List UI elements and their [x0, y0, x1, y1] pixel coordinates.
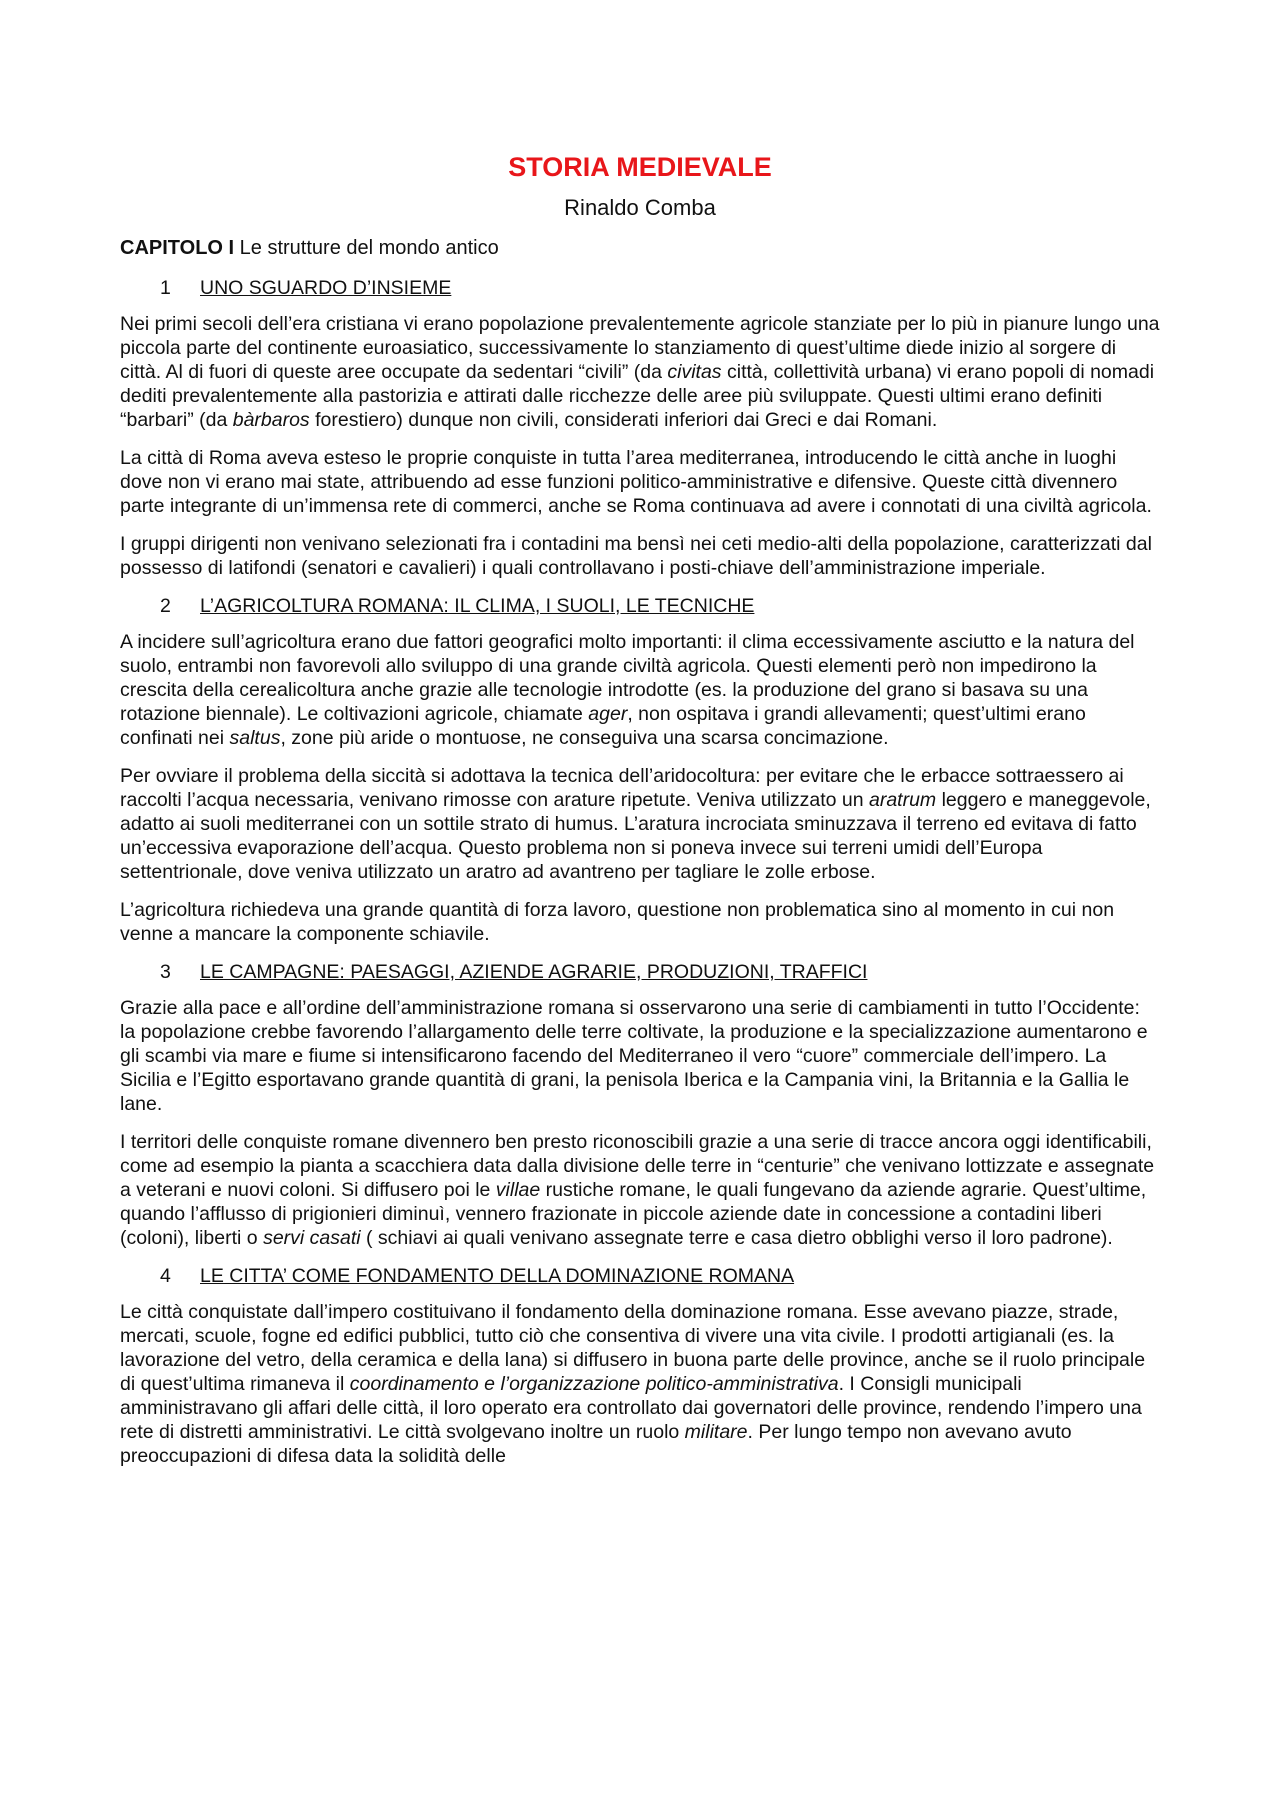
- section-title: LE CAMPAGNE: PAESAGGI, AZIENDE AGRARIE, PRODUZIONI, TRAFFICI: [200, 961, 868, 983]
- body-paragraph: [120, 1300, 1160, 1468]
- text-run: I territori delle conquiste romane divennero ben presto riconoscibili grazie a una serie di tracce ancora oggi identificabili, come ad esempio la pianta a scacchiera data dalla divisione delle terre in “centurie” che venivano lottizzate e assegnate a veterani e nuovi coloni. Si diffusero poi le: [120, 1131, 1155, 1201]
- text-run: rustiche romane, le quali fungevano da aziende agrarie. Quest’ultime, quando l’afflusso di prigionieri diminuì, vennero frazionate in piccole aziende date in concessione a contadini liberi (coloni), liberti o: [120, 1179, 1147, 1249]
- text-run: Grazie alla pace e all’ordine dell’amministrazione romana si osservarono una serie di cambiamenti in tutto l’Occidente: la popolazione crebbe favorendo l’allargamento delle terre coltivate, la produzione e la specializzazione aumentarono e gli scambi via mare e fiume si intensificarono facendo del Mediterraneo il vero “cuore” commerciale dell’impero. La Sicilia e l’Egitto esportavano grande quantità di grani, la penisola Iberica e la Campania vini, la Britannia e la Gallia le lane.: [120, 997, 1148, 1115]
- section-number: 2: [160, 595, 171, 617]
- text-run: . Per lungo tempo non avevano avuto preoccupazioni di difesa data la solidità delle: [120, 1421, 1072, 1467]
- section-title: LE CITTA’ COME FONDAMENTO DELLA DOMINAZIONE ROMANA: [200, 1265, 795, 1287]
- text-run: . I Consigli municipali amministravano gli affari delle città, il loro operato era controllato dai governatori delle province, rendendo l’impero una rete di distretti amministrativi. Le città svolgevano inoltre un ruolo: [120, 1373, 1142, 1443]
- italic-term: militare: [684, 1421, 748, 1443]
- text-run: La città di Roma aveva esteso le proprie conquiste in tutta l’area mediterranea, introducendo le città anche in luoghi dove non vi erano mai state, attribuendo ad esse funzioni politico-amministrative e difensive. Queste città divennero parte integrante di un’immensa rete di commerci, anche se Roma continuava ad avere i connotati di una civiltà agricola.: [120, 447, 1152, 517]
- italic-term: servi casati: [263, 1227, 361, 1249]
- italic-term: civitas: [667, 361, 722, 383]
- body-paragraph: [120, 898, 1160, 946]
- text-run: leggero e maneggevole, adatto ai suoli mediterranei con un sottile strato di humus. L’aratura incrociata sminuzzava il terreno ed evitava di fatto un’eccessiva evaporazione dell’acqua. Questo problema non si poneva invece sui terreni umidi dell’Europa settentrionale, dove veniva utilizzato un aratro ad avantreno per tagliare le zolle erbose.: [120, 789, 1151, 883]
- text-run: A incidere sull’agricoltura erano due fattori geografici molto importanti: il clima eccessivamente asciutto e la natura del suolo, entrambi non favorevoli allo sviluppo di una grande civiltà agricola. Questi elementi però non impedirono la crescita della cerealicoltura anche grazie alle tecnologie introdotte (es. la produzione del grano si basava su una rotazione biennale). Le coltivazioni agricole, chiamate: [120, 631, 1135, 725]
- chapter-heading: [120, 236, 1160, 260]
- section-number: 3: [160, 961, 171, 983]
- body-paragraph: [120, 996, 1160, 1116]
- text-run: Le città conquistate dall’impero costituivano il fondamento della dominazione romana. Esse avevano piazze, strade, mercati, scuole, fogne ed edifici pubblici, tutto ciò che consentiva di vivere una vita civile. I prodotti artigianali (es. la lavorazione del vetro, della ceramica e della lana) si diffusero in buona parte delle province, anche se il ruolo principale di quest’ultima rimaneva il: [120, 1301, 1146, 1395]
- document-title: STORIA MEDIEVALE: [508, 152, 772, 182]
- sections-container: [120, 276, 1160, 1468]
- section-heading: [160, 1264, 1160, 1288]
- section-title: UNO SGUARDO D’INSIEME: [200, 277, 452, 299]
- body-paragraph: [120, 630, 1160, 750]
- italic-term: villae: [495, 1179, 541, 1201]
- body-paragraph: [120, 532, 1160, 580]
- section-heading: [160, 276, 1160, 300]
- italic-term: ager: [588, 703, 628, 725]
- section-title: L’AGRICOLTURA ROMANA: IL CLIMA, I SUOLI, LE TECNICHE: [200, 595, 755, 617]
- italic-term: saltus: [229, 727, 281, 749]
- text-run: L’agricoltura richiedeva una grande quantità di forza lavoro, questione non problematica sino al momento in cui non venne a mancare la componente schiavile.: [120, 899, 1115, 945]
- text-run: ( schiavi ai quali venivano assegnate terre e casa dietro obblighi verso il loro padrone).: [360, 1227, 1113, 1249]
- section-heading: [160, 960, 1160, 984]
- document-author: Rinaldo Comba: [564, 195, 716, 220]
- text-run: Nei primi secoli dell’era cristiana vi erano popolazione prevalentemente agricole stanziate per lo più in pianure lungo una piccola parte del continente euroasiatico, successivamente lo stanziamento di quest’ultime diede inizio al sorgere di città. Al di fuori di queste aree occupate da sedentari “civili” (da: [120, 313, 1160, 383]
- section-heading: [160, 594, 1160, 618]
- text-run: forestiero) dunque non civili, considerati inferiori dai Greci e dai Romani.: [309, 409, 938, 431]
- section-number: 4: [160, 1265, 171, 1287]
- text-run: , non ospitava i grandi allevamenti; quest’ultimi erano confinati nei: [120, 703, 1086, 749]
- body-paragraph: [120, 312, 1160, 432]
- italic-term: aratrum: [868, 789, 937, 811]
- text-run: I gruppi dirigenti non venivano selezionati fra i contadini ma bensì nei ceti medio-alti della popolazione, caratterizzati dal possesso di latifondi (senatori e cavalieri) i quali controllavano i posti-chiave dell’amministrazione imperiale.: [120, 533, 1152, 579]
- chapter-title: Le strutture del mondo antico: [234, 237, 499, 259]
- italic-term: coordinamento e l’organizzazione politico-amministrativa: [349, 1373, 839, 1395]
- chapter-label: CAPITOLO I: [120, 237, 235, 259]
- section-number: 1: [160, 277, 171, 299]
- document-page: [120, 150, 1160, 1482]
- body-paragraph: [120, 446, 1160, 518]
- text-run: città, collettività urbana) vi erano popoli di nomadi dediti prevalentemente alla pastorizia e attirati dalle ricchezze delle aree più sviluppate. Questi ultimi erano definiti “barbari” (da: [120, 361, 1155, 431]
- italic-term: bàrbaros: [232, 409, 310, 431]
- text-run: Per ovviare il problema della siccità si adottava la tecnica dell’aridocoltura: per evitare che le erbacce sottraessero ai raccolti l’acqua necessaria, venivano rimosse con arature ripetute. Veniva utilizzato un: [120, 765, 1124, 811]
- body-paragraph: [120, 764, 1160, 884]
- body-paragraph: [120, 1130, 1160, 1250]
- text-run: , zone più aride o montuose, ne conseguiva una scarsa concimazione.: [280, 727, 889, 749]
